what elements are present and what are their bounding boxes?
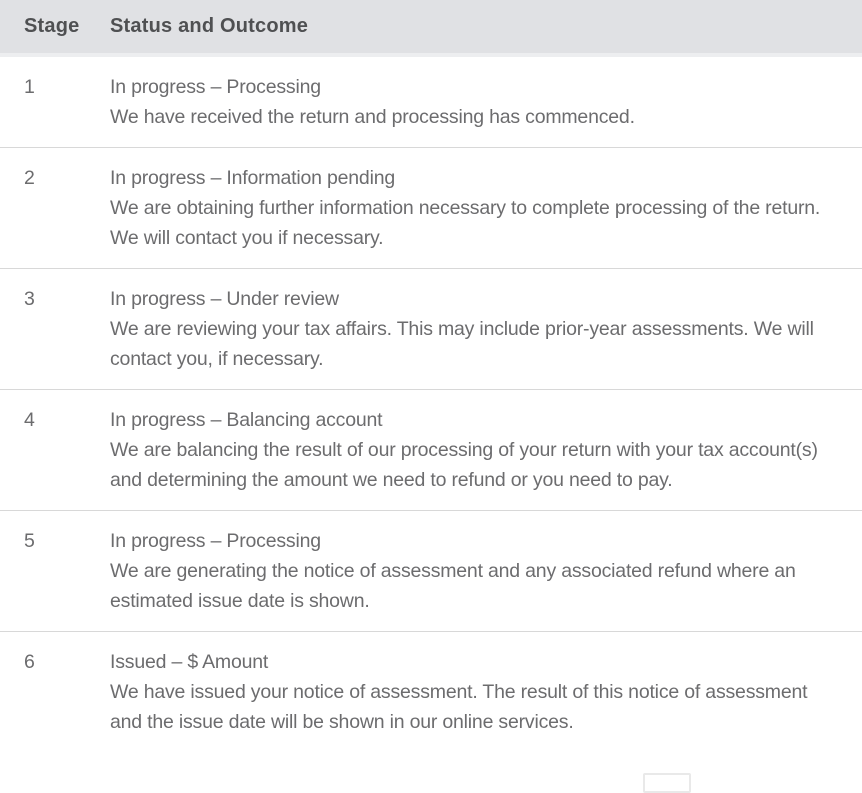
- status-description: We are generating the notice of assessment and any associated refund where an estimated issue date is shown.: [110, 560, 796, 612]
- stage-number: 4: [24, 409, 35, 431]
- table-row-stage-1: [0, 57, 862, 148]
- header-stage: Stage: [24, 15, 80, 37]
- table-row-stage-6: [0, 632, 862, 752]
- table-row-stage-2: [0, 148, 862, 269]
- stage-number: 1: [24, 76, 35, 98]
- status-description: We are reviewing your tax affairs. This may include prior-year assessments. We will contact you, if necessary.: [110, 318, 814, 370]
- table-row-stage-3: [0, 269, 862, 390]
- stage-number: 2: [24, 167, 35, 189]
- status-description: We have received the return and processing has commenced.: [110, 106, 635, 128]
- header-status-and-outcome: Status and Outcome: [110, 15, 309, 37]
- stage-number: 6: [24, 651, 35, 673]
- status-description: We are obtaining further information necessary to complete processing of the return. We will contact you if necessary.: [110, 197, 821, 249]
- stage-number: 5: [24, 530, 35, 552]
- table-row-stage-5: [0, 511, 862, 632]
- status-description: We have issued your notice of assessment. The result of this notice of assessment and the issue date will be shown in our online services.: [110, 681, 808, 733]
- status-title: Issued – $ Amount: [110, 651, 269, 673]
- status-title: In progress – Processing: [110, 530, 321, 552]
- status-title: In progress – Balancing account: [110, 409, 383, 431]
- stage-number: 3: [24, 288, 35, 310]
- table-row-stage-4: [0, 390, 862, 511]
- status-description: We are balancing the result of our processing of your return with your tax account(s) and determining the amount we need to refund or you need to pay.: [110, 439, 818, 491]
- status-title: In progress – Information pending: [110, 167, 395, 189]
- status-title: In progress – Under review: [110, 288, 339, 310]
- table-header-row: [0, 0, 862, 57]
- status-title: In progress – Processing: [110, 76, 321, 98]
- partially-cropped-element: [643, 773, 691, 793]
